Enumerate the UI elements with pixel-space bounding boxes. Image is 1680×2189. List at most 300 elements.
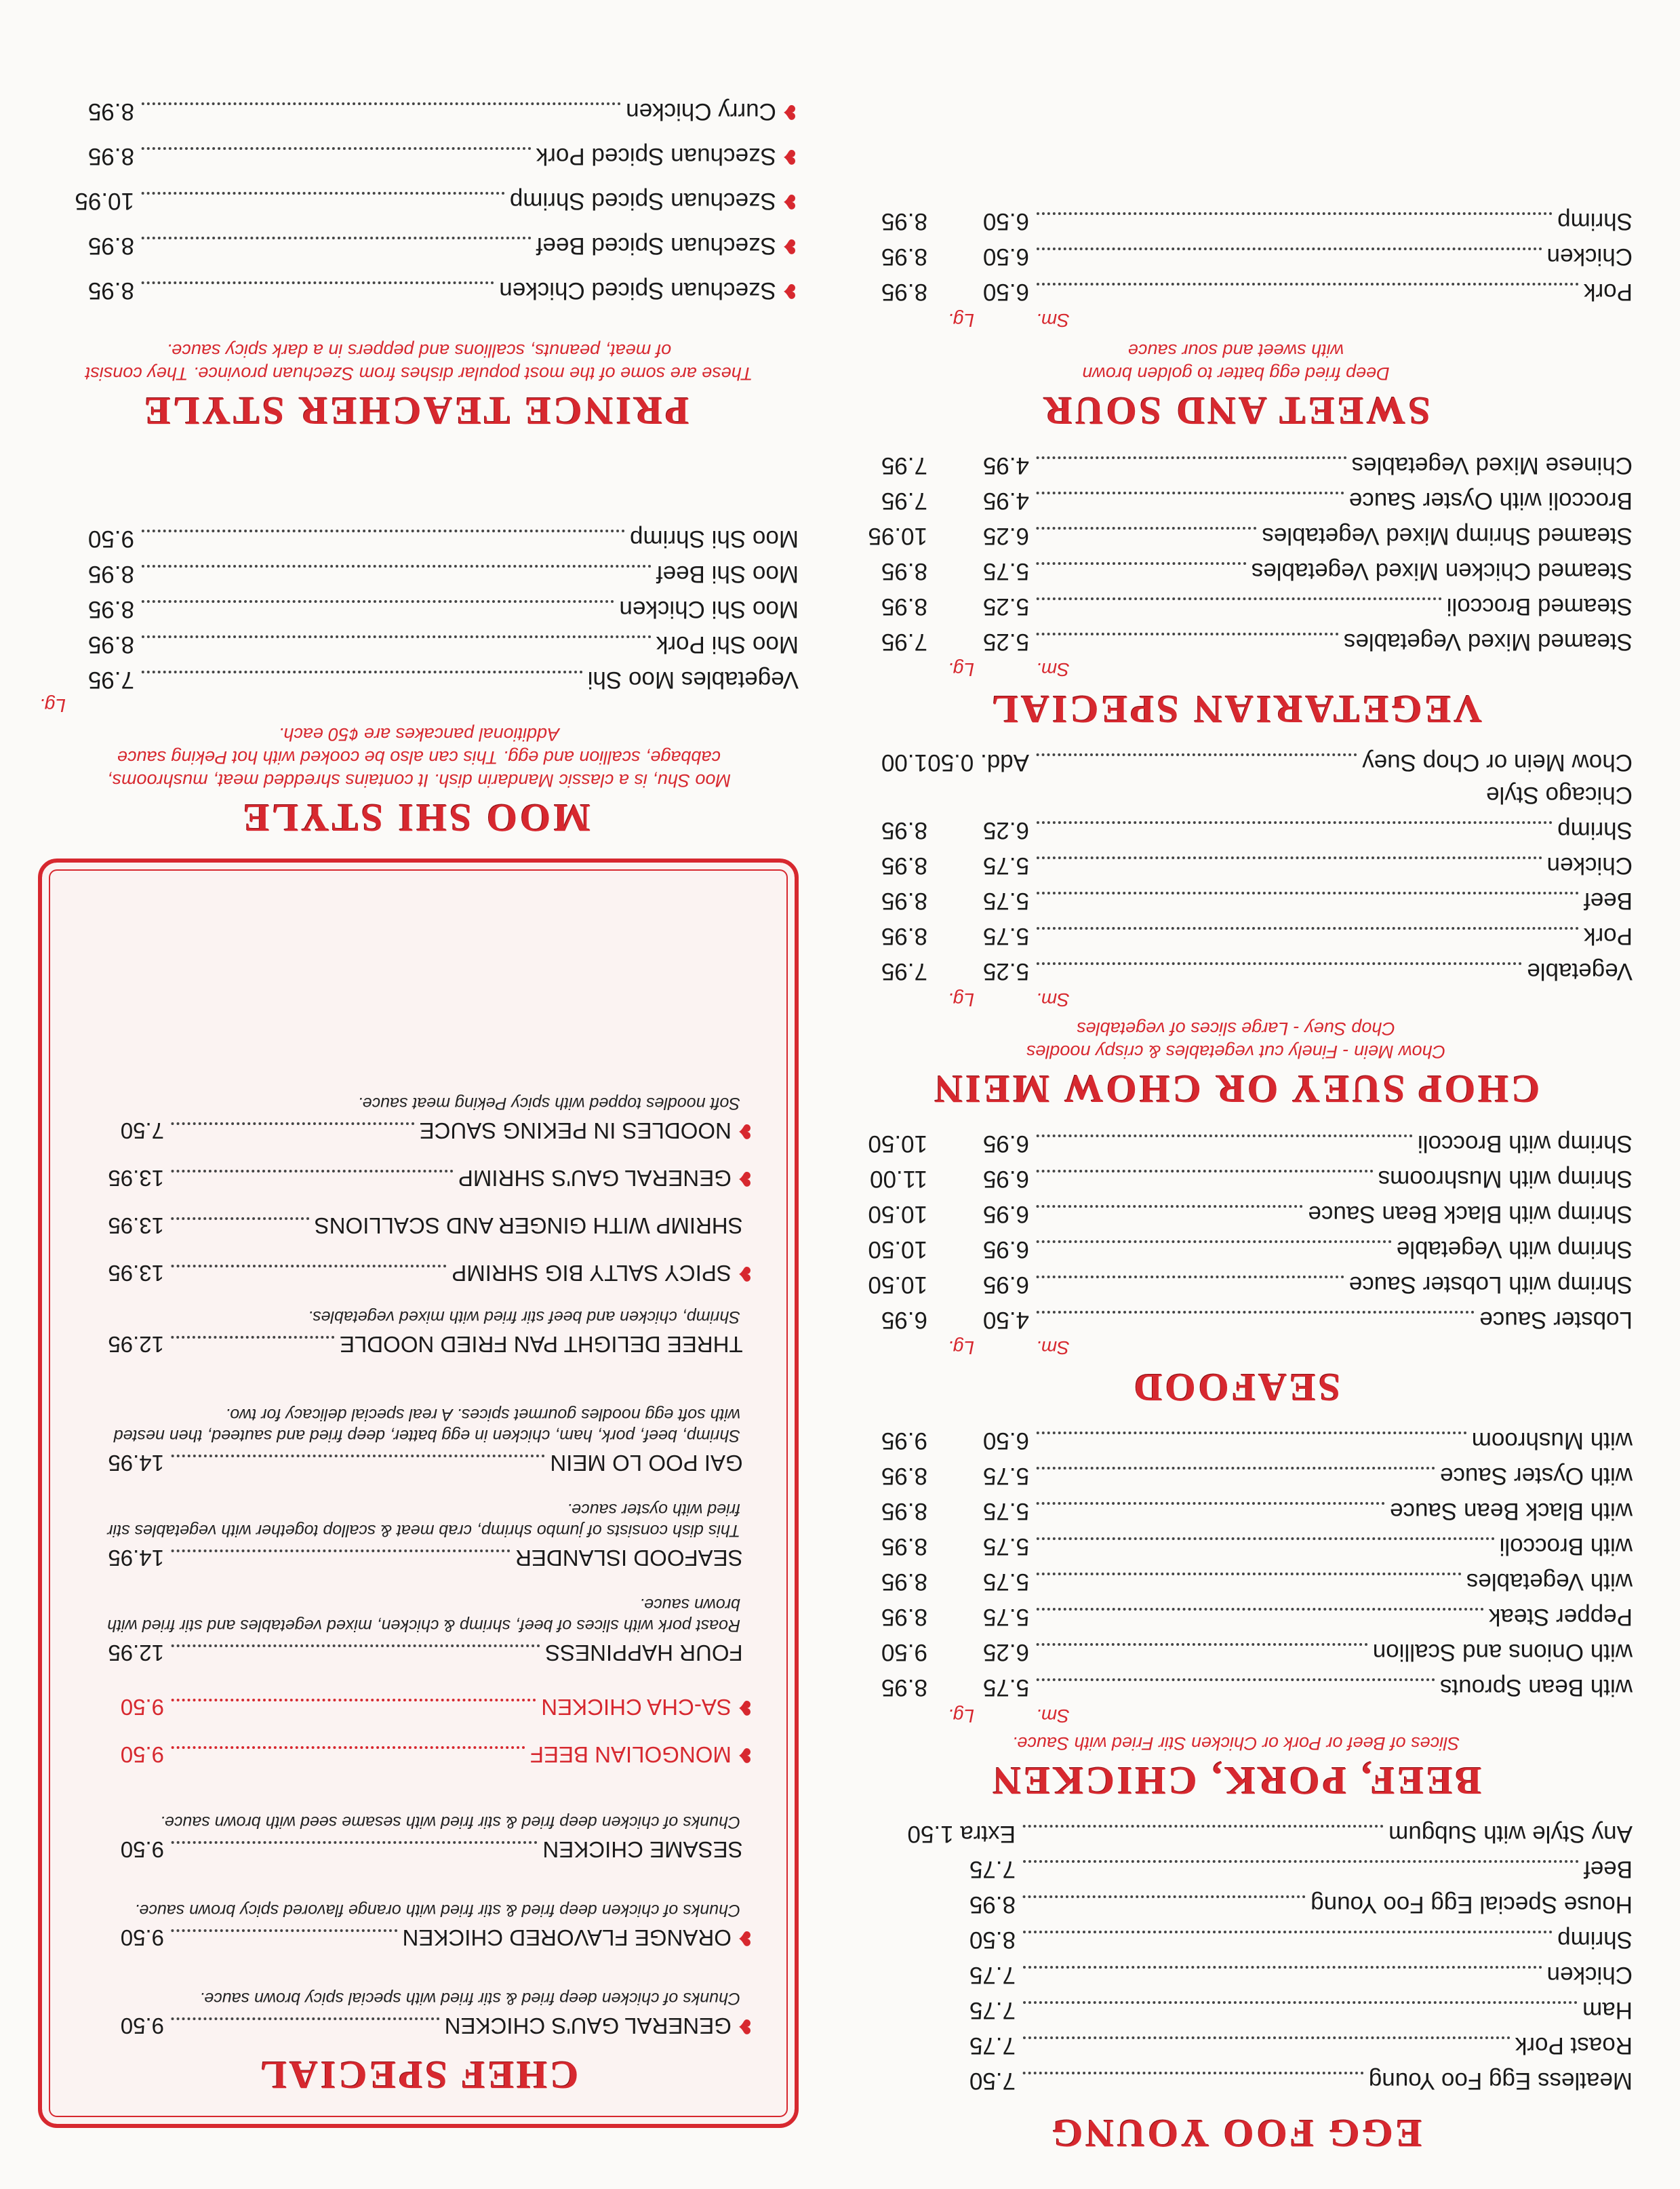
col-header-sm: Sm. (1036, 1705, 1070, 1727)
item-name: Chow Mein or Chop Suey (1362, 749, 1633, 776)
dot-leader (1036, 1135, 1412, 1137)
item-name: with Vegetables (1466, 1569, 1633, 1595)
item-price-lg: 8.95 (881, 1498, 927, 1524)
item-name: Chinese Mixed Vegetables (1351, 452, 1633, 479)
menu-item-row[interactable] (839, 627, 1633, 662)
menu-item-row[interactable] (839, 1269, 1633, 1305)
dot-leader (141, 192, 504, 195)
menu-item-row[interactable] (76, 1923, 754, 1954)
item-name: Vegetables Moo Shi (587, 667, 799, 693)
col-header-sm: Sm. (1036, 989, 1070, 1010)
menu-item-row[interactable] (839, 450, 1633, 486)
bullet-icon (748, 1211, 754, 1240)
item-price-lg: 8.95 (881, 1604, 927, 1630)
item-name: Moo Shi Chicken (619, 596, 799, 623)
bullet-icon (748, 1543, 754, 1572)
item-price-lg: 7.95 (881, 452, 927, 479)
item-name: Chicken (1546, 852, 1633, 879)
item-price: 14.95 (108, 1451, 164, 1476)
item-description: Roast pork with slices of beef, shrimp & chicken, mixed vegetables and stir fried with brown sauce. (107, 1595, 740, 1635)
dot-leader (141, 147, 531, 150)
item-name: Vegetable (1527, 958, 1633, 985)
dot-leader (1022, 1825, 1383, 1828)
menu-item-row[interactable] (839, 2030, 1633, 2066)
item-name: Szechuan Spiced Shrimp (509, 188, 776, 214)
item-price-sm: 6.25 (982, 523, 1029, 549)
item-name: with Bean Sprouts (1439, 1674, 1633, 1701)
item-name: SESAME CHICKEN (542, 1837, 743, 1862)
item-price-sm: 5.25 (982, 629, 1029, 655)
bullet-icon (748, 1330, 754, 1358)
item-price-sm: 5.75 (982, 1463, 1029, 1489)
item-name: Shrimp (1557, 208, 1633, 235)
dot-leader (1036, 1276, 1344, 1278)
item-price: 9.50 (120, 1695, 164, 1720)
menu-item-row[interactable] (76, 1116, 754, 1147)
item-price-sm: 5.25 (982, 958, 1029, 985)
vegetarian-title: VEGETARIAN SPECIAL (989, 688, 1483, 732)
item-price-sm: 5.75 (982, 1604, 1029, 1630)
dot-leader (1036, 1678, 1435, 1681)
item-price-lg: 8.95 (881, 1463, 927, 1489)
item-name: Beef (1584, 1856, 1633, 1882)
dot-leader (1036, 962, 1521, 965)
col-header-lg: Lg. (948, 659, 974, 680)
item-name: Moo Shi Pork (656, 631, 799, 658)
item-price: 7.50 (120, 1118, 164, 1143)
menu-item-row[interactable] (839, 1637, 1633, 1672)
col-header-lg: Lg. (948, 1337, 974, 1358)
item-name: SA-CHA CHICKEN (541, 1695, 732, 1720)
item-price-lg: 1.00 (881, 749, 927, 776)
menu-item-row[interactable] (839, 1425, 1633, 1461)
item-price-sm: 4.50 (982, 1307, 1029, 1333)
menu-item-row[interactable] (839, 521, 1633, 556)
item-name: GAI POO LO MEIN (550, 1451, 743, 1476)
col-header-lg: Lg. (948, 310, 974, 331)
item-price-lg: 7.95 (881, 958, 927, 985)
item-name: Broccoli with Oyster Sauce (1348, 488, 1633, 514)
item-name: GENERAL GAU'S CHICKEN (444, 2013, 732, 2038)
item-price-sm: 6.50 (982, 208, 1029, 235)
item-name: Shrimp with Mushrooms (1378, 1166, 1633, 1192)
item-name: Steamed Mixed Vegetables (1343, 629, 1633, 655)
dot-leader (1036, 283, 1578, 285)
dot-leader (171, 1550, 510, 1552)
item-price-sm: 6.25 (982, 1639, 1029, 1665)
section-note: with sweet and sour sauce (1127, 340, 1344, 361)
item-price: 9.50 (120, 1925, 164, 1950)
menu-item-row[interactable] (33, 559, 799, 594)
dot-leader (1036, 562, 1246, 565)
item-name: Lobster Sauce (1479, 1307, 1633, 1333)
item-name: GENERAL GAU'S SHRIMP (458, 1166, 732, 1191)
item-price: 8.95 (87, 143, 134, 170)
bullet-icon (748, 1638, 754, 1667)
item-price-sm: 6.95 (982, 1201, 1029, 1227)
item-price-sm: 5.75 (982, 852, 1029, 879)
item-price-sm: 5.75 (982, 558, 1029, 585)
chili-pepper-icon: ❥ (736, 1927, 754, 1949)
item-name: Chicken (1546, 243, 1633, 270)
menu-item-row[interactable] (76, 1164, 754, 1195)
item-price: 8.95 (87, 561, 134, 587)
dot-leader (1036, 492, 1344, 494)
item-price-sm: 5.75 (982, 1569, 1029, 1595)
item-name: Shrimp with Black Bean Sauce (1308, 1201, 1633, 1227)
dot-leader (1022, 1931, 1552, 1933)
item-price-sm: 6.95 (982, 1130, 1029, 1157)
col-header-lg: Lg. (948, 1705, 974, 1727)
dot-leader (171, 1841, 537, 1844)
dot-leader (171, 1122, 414, 1125)
menu-item-row[interactable] (33, 141, 799, 176)
dot-leader (171, 1929, 397, 1932)
item-name: Beef (1584, 888, 1633, 914)
item-name: ORANGE FLAVORED CHICKEN (402, 1925, 732, 1950)
item-price-sm: 6.50 (982, 279, 1029, 305)
chicago-style-label (839, 780, 1633, 815)
item-price-sm: 5.75 (982, 1498, 1029, 1524)
dot-leader (1036, 1170, 1373, 1172)
dot-leader (1036, 856, 1542, 859)
col-header-sm: Sm. (1036, 310, 1070, 331)
section-note: Slices of Beef or Pork or Chicken Stir Fried with Sauce. (1012, 1733, 1460, 1754)
dot-leader (171, 1217, 309, 1220)
item-price-lg: 10.50 (868, 1236, 927, 1263)
menu-item-row[interactable] (839, 815, 1633, 850)
item-price-sm: 5.75 (982, 888, 1029, 914)
item-name: Ham (1582, 1997, 1633, 2024)
menu-item-row[interactable] (76, 1543, 754, 1575)
item-name: Steamed Chicken Mixed Vegetables (1251, 558, 1633, 585)
beef-pork-chicken-title: BEEF, PORK, CHICKEN (990, 1759, 1482, 1803)
item-price-sm: 5.75 (982, 923, 1029, 949)
dot-leader (1036, 1608, 1483, 1611)
item-price-sm: 6.95 (982, 1166, 1029, 1192)
item-price: 12.95 (108, 1640, 164, 1665)
item-name: Shrimp (1557, 1927, 1633, 1953)
item-price: 8.95 (87, 596, 134, 623)
dot-leader (1022, 1895, 1305, 1898)
dot-leader (141, 237, 531, 239)
menu-item-row[interactable] (33, 665, 799, 700)
item-description: Chunks of chicken deep fried & stir fried with special spicy brown sauce. (199, 1989, 740, 2008)
item-price-sm: 5.75 (982, 1674, 1029, 1701)
item-name: Pork (1584, 279, 1633, 305)
item-name: Curry Chicken (626, 98, 776, 125)
dot-leader (1036, 892, 1578, 894)
item-price-lg: 8.95 (881, 923, 927, 949)
menu-item-row[interactable] (839, 206, 1633, 241)
item-name: Shrimp (1557, 817, 1633, 844)
menu-item-row[interactable] (33, 275, 799, 311)
sweet-sour-title: SWEET AND SOUR (1041, 389, 1431, 433)
item-price: 12.95 (108, 1332, 164, 1357)
egg-foo-young-title: EGG FOO YOUNG (1049, 2112, 1422, 2156)
item-description: Soft noodles topped with spicy Peking meat sauce. (357, 1094, 740, 1113)
menu-item-row[interactable] (839, 1461, 1633, 1496)
dot-leader (1022, 2036, 1510, 2039)
col-header-sm: Sm. (1036, 659, 1070, 680)
moo-shi-title: MOO SHI STYLE (240, 796, 591, 840)
item-price: 7.75 (969, 1856, 1016, 1882)
dot-leader (1036, 1240, 1391, 1243)
dot-leader (1036, 1467, 1435, 1470)
dot-leader (141, 281, 494, 284)
seafood-title: SEAFOOD (1131, 1366, 1341, 1410)
item-price-sm: 6.95 (982, 1271, 1029, 1298)
item-name: Shrimp with Vegetable (1396, 1236, 1633, 1263)
menu-item-row[interactable] (33, 96, 799, 132)
item-description: Shrimp, beef, pork, ham, chicken in egg batter, deep fried and sauteed, then nested with soft egg noodles gourmet spices. A real special delicacy for two. (113, 1405, 740, 1445)
menu-item-row[interactable] (839, 921, 1633, 956)
item-price-lg: 8.95 (881, 593, 927, 620)
item-price: 9.50 (120, 1837, 164, 1862)
item-name: Szechuan Spiced Pork (536, 143, 776, 170)
chef-special-box (38, 859, 799, 2128)
dot-leader (1036, 527, 1256, 530)
menu-item-row[interactable] (839, 886, 1633, 921)
menu-item-row[interactable] (76, 1638, 754, 1670)
menu-item-row[interactable] (839, 1925, 1633, 1960)
dot-leader (1036, 927, 1578, 930)
menu-item-row[interactable] (839, 747, 1633, 783)
item-price-lg: 8.95 (881, 1674, 927, 1701)
menu-item-row[interactable] (839, 850, 1633, 886)
menu-item-row[interactable] (33, 186, 799, 221)
dot-leader (1022, 1860, 1578, 1863)
menu-item-row[interactable] (839, 1496, 1633, 1531)
item-price-lg: 7.95 (881, 629, 927, 655)
item-price-sm: 6.50 (982, 1427, 1029, 1454)
item-price: 7.75 (969, 1997, 1016, 2024)
chili-pepper-icon: ❥ (781, 100, 799, 123)
menu-item-row[interactable] (839, 956, 1633, 991)
menu-item-row[interactable] (33, 231, 799, 266)
item-price-lg: 8.95 (881, 243, 927, 270)
dot-leader (1036, 821, 1552, 824)
dot-leader (141, 530, 624, 532)
menu-item-row[interactable] (839, 1960, 1633, 1995)
dot-leader (1022, 1966, 1542, 1969)
dot-leader (141, 102, 620, 105)
dot-leader (141, 671, 582, 673)
item-name: NOODLES IN PEKING SAUCE (419, 1118, 732, 1143)
menu-item-row[interactable] (839, 556, 1633, 591)
item-price-lg: 6.95 (881, 1307, 927, 1333)
item-description: This dish consists of jumbo shrimp, crab meat & scallop together with vegetables stir fried with oyster sauce. (107, 1500, 740, 1540)
menu-item-row[interactable] (33, 594, 799, 629)
section-note: Chop Suey - Large slices of vegetables (1077, 1019, 1395, 1039)
item-price-lg: 8.95 (881, 279, 927, 305)
item-price-lg: 8.95 (881, 558, 927, 585)
item-price: 8.50 (969, 1927, 1016, 1953)
item-name: MONGOLIAN BEEF (529, 1742, 732, 1767)
menu-item-row[interactable] (839, 1854, 1633, 1889)
menu-item-row[interactable] (839, 1566, 1633, 1602)
item-name: with Mushroom (1471, 1427, 1633, 1454)
dot-leader (1036, 1573, 1461, 1575)
item-price: 9.50 (120, 1742, 164, 1767)
dot-leader (1036, 597, 1441, 600)
dot-leader (1036, 1643, 1367, 1646)
menu-item-row[interactable] (839, 241, 1633, 277)
item-price: 7.75 (969, 1962, 1016, 1988)
dot-leader (1036, 633, 1338, 635)
item-price: 14.95 (108, 1545, 164, 1571)
col-header-lg: Lg. (39, 695, 66, 716)
item-price: 7.95 (87, 667, 134, 693)
menu-item-row[interactable] (33, 629, 799, 665)
item-name: Meatless Egg Foo Young (1368, 2068, 1633, 2094)
menu-item-row[interactable] (76, 1448, 754, 1480)
item-price-lg: 8.95 (881, 817, 927, 844)
menu-item-row[interactable] (76, 1693, 754, 1724)
chili-pepper-icon: ❥ (781, 190, 799, 212)
item-price-sm: 6.25 (982, 817, 1029, 844)
chili-pepper-icon: ❥ (736, 1167, 754, 1189)
item-price: 8.95 (87, 277, 134, 304)
item-name: with Broccoli (1499, 1533, 1633, 1560)
dot-leader (171, 1455, 544, 1457)
section-note: Moo Shu, is a classic Mandarin dish. It contains shredded meat, mushrooms, cabbage, scallion and egg. This can also be cooked with hot Peking sauce Additional pancakes are ¢50 each. (107, 724, 731, 791)
item-price-lg: 10.95 (868, 523, 927, 549)
item-price-lg: 10.50 (868, 1130, 927, 1157)
item-description: Shrimp, chicken and beef stir fried with mixed vegetables. (308, 1307, 740, 1326)
dot-leader (1022, 2072, 1363, 2074)
menu-item-row[interactable] (839, 1199, 1633, 1234)
menu-item-row[interactable] (76, 1259, 754, 1290)
section-note: Chow Mein - Finely cut vegetables & crispy noodles (1026, 1042, 1446, 1062)
dot-leader (1036, 1311, 1474, 1314)
item-price-lg: 8.95 (881, 208, 927, 235)
dot-leader (1036, 248, 1542, 250)
menu-item-row[interactable] (839, 1164, 1633, 1199)
menu-item-row[interactable] (839, 1234, 1633, 1269)
dot-leader (171, 1265, 446, 1267)
menu-item-row[interactable] (839, 1889, 1633, 1925)
item-price-sm: 5.75 (982, 1533, 1029, 1560)
menu-item-row[interactable] (76, 1835, 754, 1866)
chili-pepper-icon: ❥ (781, 279, 799, 302)
item-price: 13.95 (108, 1261, 164, 1286)
item-price: 8.95 (87, 631, 134, 658)
dot-leader (141, 600, 614, 603)
col-header-sm: Sm. (1036, 1337, 1070, 1358)
item-price-lg: 9.50 (881, 1639, 927, 1665)
menu-item-row[interactable] (839, 277, 1633, 312)
item-price-lg: 11.00 (870, 1166, 927, 1192)
item-price-lg: 8.95 (881, 1569, 927, 1595)
bullet-icon (748, 1835, 754, 1863)
menu-item-row[interactable] (76, 1330, 754, 1361)
dot-leader (141, 635, 651, 638)
item-price: 7.50 (969, 2068, 1016, 2094)
item-name: Chicken (1546, 1962, 1633, 1988)
item-price: 9.50 (87, 526, 134, 552)
chili-pepper-icon: ❥ (736, 1696, 754, 1718)
dot-leader (171, 1170, 453, 1172)
menu-item-row[interactable] (839, 1602, 1633, 1637)
item-price: 7.75 (969, 2032, 1016, 2059)
dot-leader (1036, 1432, 1466, 1434)
col-header-lg: Lg. (948, 989, 974, 1010)
dot-leader (1036, 753, 1357, 756)
menu-item-row[interactable] (33, 524, 799, 559)
menu-item-row[interactable] (839, 2066, 1633, 2101)
item-name: SEAFOOD ISLANDER (515, 1545, 743, 1571)
item-name: SHRIMP WITH GINGER AND SCALLIONS (314, 1213, 743, 1238)
menu-item-row[interactable] (839, 1672, 1633, 1708)
menu-item-row[interactable] (839, 1128, 1633, 1164)
menu-item-row[interactable] (839, 486, 1633, 521)
item-price-sm: 6.50 (982, 243, 1029, 270)
menu-item-row[interactable] (76, 1211, 754, 1242)
menu-item-row[interactable] (839, 1819, 1633, 1854)
chili-pepper-icon: ❥ (736, 2015, 754, 2037)
menu-item-row[interactable] (76, 2011, 754, 2043)
item-name: with Black Bean Sauce (1390, 1498, 1633, 1524)
item-name: with Onions and Scallion (1372, 1639, 1633, 1665)
dot-leader (171, 1699, 536, 1701)
dot-leader (1036, 1537, 1494, 1540)
item-name: FOUR HAPPINESS (545, 1640, 743, 1665)
item-price: 10.95 (75, 188, 134, 214)
item-name: House Special Egg Foo Young (1311, 1891, 1633, 1918)
item-price: 8.95 (969, 1891, 1016, 1918)
item-price-lg: 8.95 (881, 888, 927, 914)
item-price-sm: 6.95 (982, 1236, 1029, 1263)
menu-item-row[interactable] (76, 1740, 754, 1771)
item-name: SPICY SALTY BIG SHRIMP (452, 1261, 732, 1286)
item-name: Moo Shi Shrimp (630, 526, 799, 552)
item-price-lg: 7.95 (881, 488, 927, 514)
item-price-lg: 8.95 (881, 1533, 927, 1560)
item-price-lg: 10.50 (868, 1271, 927, 1298)
item-price-sm: 4.95 (982, 488, 1029, 514)
item-name: Shrimp with Lobster Sauce (1348, 1271, 1633, 1298)
item-name: Pepper Steak (1488, 1604, 1633, 1630)
menu-item-row[interactable] (839, 1995, 1633, 2030)
item-price: 8.95 (87, 98, 134, 125)
menu-item-row[interactable] (839, 1531, 1633, 1566)
dot-leader (141, 565, 651, 568)
menu-item-row[interactable] (839, 1305, 1633, 1340)
item-price-sm: 5.25 (982, 593, 1029, 620)
item-price: 8.95 (87, 233, 134, 259)
chef-special-title: CHEF SPECIAL (258, 2053, 579, 2097)
dot-leader (1022, 2001, 1577, 2004)
item-name: Moo Shi Beef (656, 561, 799, 587)
item-price-sm: 4.95 (982, 452, 1029, 479)
item-price: 13.95 (108, 1166, 164, 1191)
item-name: Szechuan Spiced Beef (536, 233, 776, 259)
menu-item-row[interactable] (839, 591, 1633, 627)
bullet-icon (748, 1448, 754, 1477)
item-price-lg: 9.95 (881, 1427, 927, 1454)
dot-leader (171, 2017, 439, 2020)
item-price-lg: 8.95 (881, 852, 927, 879)
chili-pepper-icon: ❥ (736, 1120, 754, 1142)
dot-leader (171, 1336, 334, 1339)
item-name: Shrimp with Broccoli (1417, 1130, 1633, 1157)
item-description: Chunks of chicken deep fried & stir fried with sesame seed with brown sauce. (160, 1813, 740, 1832)
dot-leader (1036, 212, 1552, 215)
item-price: Extra 1.50 (907, 1821, 1016, 1847)
dot-leader (1036, 1502, 1384, 1505)
item-name: Szechuan Spiced Chicken (499, 277, 776, 304)
